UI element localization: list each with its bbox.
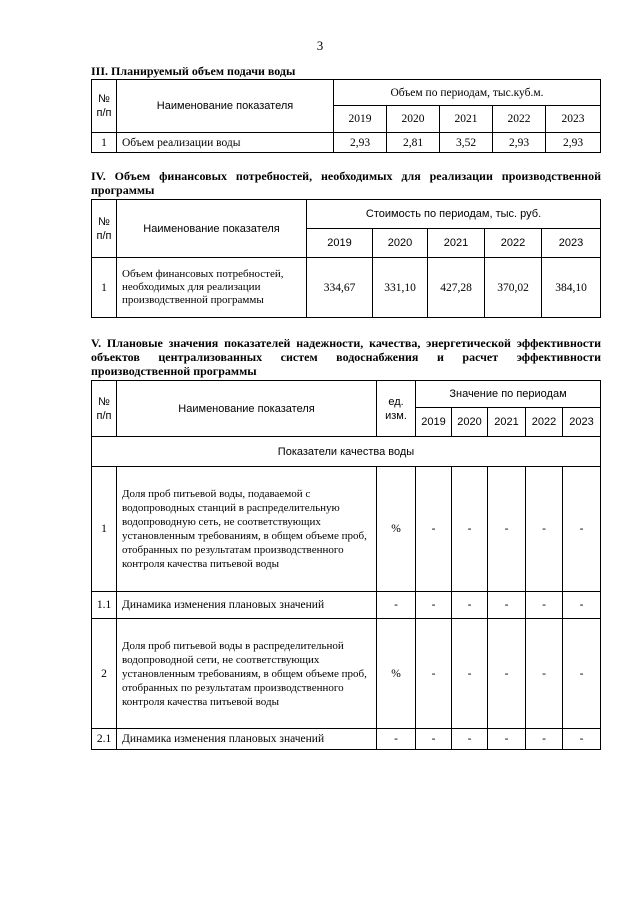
value-cell: - (526, 729, 563, 750)
value-cell: - (416, 729, 452, 750)
header-num: № п/п (92, 200, 117, 258)
value-cell: - (416, 467, 452, 592)
value-cell: - (526, 619, 563, 729)
value-cell: - (526, 467, 563, 592)
row-name: Динамика изменения плановых значений (117, 729, 377, 750)
value-cell: - (563, 467, 601, 592)
value-cell: 2,93 (493, 133, 546, 153)
header-group: Объем по периодам, тыс.куб.м. (334, 80, 601, 106)
value-cell: 334,67 (307, 258, 373, 318)
header-unit: ед. изм. (377, 381, 416, 437)
row-num: 1.1 (92, 592, 117, 619)
value-cell: - (452, 729, 488, 750)
value-cell: 2,93 (334, 133, 387, 153)
table-row (92, 467, 601, 592)
year-cell: 2019 (334, 106, 387, 133)
value-cell: - (563, 619, 601, 729)
value-cell: - (488, 619, 526, 729)
section-4-title: IV. Объем финансовых потребностей, необходимых для реализации производственной программы (91, 169, 601, 197)
value-cell: 2,81 (387, 133, 440, 153)
value-cell: - (526, 592, 563, 619)
year-cell: 2023 (563, 408, 601, 437)
value-cell: - (452, 467, 488, 592)
table-row (92, 619, 601, 729)
table-quality-indicators (91, 380, 601, 750)
header-group: Стоимость по периодам, тыс. руб. (307, 200, 601, 229)
unit-cell: % (377, 467, 416, 592)
value-cell: 2,93 (546, 133, 601, 153)
table-row (92, 258, 601, 318)
year-cell: 2022 (493, 106, 546, 133)
row-name: Динамика изменения плановых значений (117, 592, 377, 619)
row-name: Объем реализации воды (117, 133, 334, 153)
unit-cell: - (377, 592, 416, 619)
year-cell: 2021 (428, 229, 485, 258)
value-cell: 331,10 (373, 258, 428, 318)
row-num: 1 (92, 133, 117, 153)
unit-cell: - (377, 729, 416, 750)
header-num: № п/п (92, 80, 117, 133)
row-name: Доля проб питьевой воды, подаваемой с водопроводных станций в распределительную водопроводную сеть, не соответствующих установленным требованиям, в общем объеме проб, отобранных по результатам производственного контроля качества питьевой воды (117, 467, 377, 592)
table-water-supply (91, 79, 601, 153)
value-cell: 370,02 (485, 258, 542, 318)
unit-cell: % (377, 619, 416, 729)
header-name: Наименование показателя (117, 381, 377, 437)
value-cell: - (488, 467, 526, 592)
section-5-title: V. Плановые значения показателей надежности, качества, энергетической эффективности объектов централизованных систем водоснабжения и расчет эффективности производственной программы (91, 336, 601, 378)
header-name: Наименование показателя (117, 80, 334, 133)
year-cell: 2022 (485, 229, 542, 258)
row-name: Объем финансовых потребностей, необходимых для реализации производственной программы (117, 258, 307, 318)
table-row (92, 133, 601, 153)
header-group: Значение по периодам (416, 381, 601, 408)
value-cell: 3,52 (440, 133, 493, 153)
value-cell: - (416, 619, 452, 729)
year-cell: 2021 (440, 106, 493, 133)
header-num: № п/п (92, 381, 117, 437)
section-3-title: III. Планируемый объем подачи воды (91, 64, 296, 78)
year-cell: 2020 (373, 229, 428, 258)
row-num: 1 (92, 258, 117, 318)
value-cell: - (452, 619, 488, 729)
table-row (92, 729, 601, 750)
header-name: Наименование показателя (117, 200, 307, 258)
row-num: 2.1 (92, 729, 117, 750)
year-cell: 2022 (526, 408, 563, 437)
page-number: 3 (316, 38, 324, 53)
value-cell: - (416, 592, 452, 619)
value-cell: - (563, 729, 601, 750)
year-cell: 2019 (416, 408, 452, 437)
year-cell: 2020 (387, 106, 440, 133)
value-cell: 427,28 (428, 258, 485, 318)
table-financial-needs (91, 199, 601, 318)
row-num: 2 (92, 619, 117, 729)
year-cell: 2020 (452, 408, 488, 437)
row-num: 1 (92, 467, 117, 592)
value-cell: - (563, 592, 601, 619)
year-cell: 2023 (546, 106, 601, 133)
value-cell: - (488, 729, 526, 750)
year-cell: 2021 (488, 408, 526, 437)
value-cell: - (488, 592, 526, 619)
value-cell: 384,10 (542, 258, 601, 318)
value-cell: - (452, 592, 488, 619)
table-row (92, 592, 601, 619)
row-name: Доля проб питьевой воды в распределительной водопроводной сети, не соответствующих установленным требованиям, в общем объеме проб, отобранных по результатам производственного контроля качества питьевой воды (117, 619, 377, 729)
year-cell: 2023 (542, 229, 601, 258)
year-cell: 2019 (307, 229, 373, 258)
subheader: Показатели качества воды (92, 437, 601, 467)
